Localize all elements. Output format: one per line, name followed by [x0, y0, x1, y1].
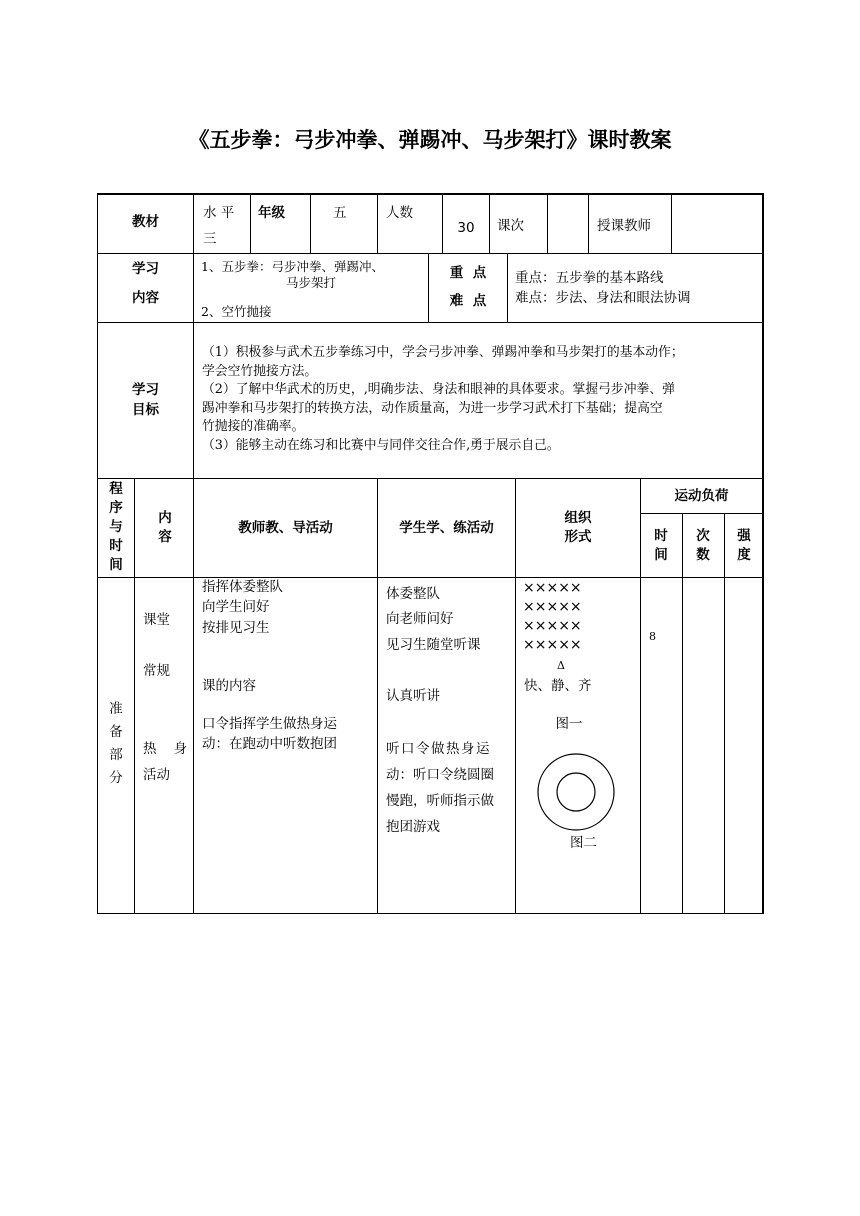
- teacher-line: 指挥体委整队: [202, 579, 283, 595]
- count-label: 人数: [386, 205, 413, 221]
- intensity-header: [733, 527, 755, 565]
- circle-run-diagram: [536, 752, 616, 832]
- outer-circle: [538, 754, 614, 830]
- difficulty-text: 难点：步法、身法和眼法协调: [515, 290, 691, 306]
- time-header: [650, 527, 672, 565]
- content-header: [154, 509, 176, 547]
- formation-row: ×××××: [523, 637, 582, 653]
- teacher-label: 授课教师: [597, 218, 651, 234]
- student-activity-header: 学生学、练活动: [399, 520, 494, 536]
- intensity-char: 强: [737, 528, 751, 544]
- sequence-char: 序: [109, 500, 123, 516]
- figure2-label: 图二: [570, 835, 597, 851]
- goal-line: （3）能够主动在练习和比赛中与同伴交往合作,勇于展示自己。: [202, 437, 560, 453]
- goal-line: （2）了解中华武术的历史，,明确步法、身法和眼神的具体要求。掌握弓步冲拳、弹: [202, 382, 675, 398]
- student-line: 认真听讲: [386, 688, 440, 704]
- phase-label: [105, 698, 127, 790]
- goals-label-1: 学习: [132, 382, 159, 398]
- time-char: 时: [654, 528, 668, 544]
- teacher-line: 动：在跑动中听数抱团: [202, 736, 337, 752]
- formation-row: ×××××: [523, 580, 582, 596]
- phase-char: 部: [109, 747, 123, 763]
- goal-line: （1）积极参与武术五步拳练习中，学会弓步冲拳、弹踢冲拳和马步架打的基本动作；: [202, 345, 684, 360]
- key-point-label: 重 点: [449, 265, 487, 281]
- student-line: 听口令做热身运: [386, 741, 491, 757]
- content-item-warmup-1: 热 身: [143, 741, 188, 757]
- sequence-char: 程: [109, 481, 123, 497]
- load-header: 运动负荷: [674, 488, 729, 504]
- content-item1-line2: 马步架打: [285, 275, 336, 290]
- teacher-line: 按排见习生: [202, 620, 270, 636]
- student-line: 动：听口令绕圆圈: [386, 767, 494, 783]
- teacher-line: 向学生问好: [202, 599, 270, 615]
- teacher-marker: Δ: [557, 659, 565, 672]
- formation-grid: [523, 579, 582, 655]
- goals-text: [202, 344, 758, 456]
- time-value: 8: [649, 630, 656, 643]
- times-char: 次: [696, 528, 710, 544]
- lesson-label: 课次: [497, 218, 524, 234]
- content-char: 容: [158, 529, 172, 545]
- goal-line: 竹抛接的准确率。: [202, 419, 305, 435]
- count-value: 30: [457, 220, 475, 236]
- page-title: 《五步拳：弓步冲拳、弹踢冲、马步架打》课时教案: [188, 128, 672, 152]
- student-line: 体委整队: [386, 586, 440, 602]
- sequence-char: 间: [109, 557, 123, 573]
- student-line: 见习生随堂听课: [386, 637, 481, 653]
- formation-row: ×××××: [523, 599, 582, 615]
- intensity-char: 度: [737, 547, 751, 563]
- grade-value: 五: [333, 205, 347, 221]
- level-line1: 水 平: [203, 205, 235, 221]
- goal-line: 学会空竹抛接方法。: [202, 363, 318, 379]
- content-char: 内: [158, 510, 172, 526]
- student-line: 向老师问好: [386, 611, 454, 627]
- goal-line: 踢冲拳和马步架打的转换方法，动作质量高，为进一步学习武术打下基础；提高空: [202, 400, 663, 416]
- teacher-activity-header: 教师教、导活动: [238, 520, 333, 536]
- time-char: 间: [654, 547, 668, 563]
- difficulty-label: 难 点: [449, 293, 487, 309]
- teacher-line: 口令指挥学生做热身运: [202, 716, 337, 732]
- content-item-routine-1: 课堂: [143, 612, 170, 628]
- times-header: [692, 527, 714, 565]
- teacher-line: 课的内容: [202, 678, 256, 694]
- sequence-header: [105, 480, 127, 575]
- content-item-routine-2: 常规: [143, 663, 170, 679]
- key-point-text: 重点：五步拳的基本路线: [515, 270, 664, 286]
- sequence-char: 时: [109, 538, 123, 554]
- organization-header-2: 形式: [564, 529, 592, 545]
- goals-label-2: 目标: [132, 402, 159, 418]
- formation-note: 快、静、齐: [524, 678, 592, 694]
- phase-char: 分: [109, 770, 123, 786]
- formation-row: ×××××: [523, 618, 582, 634]
- student-line: 慢跑，听师指示做: [386, 793, 494, 809]
- level-line2: 三: [203, 231, 217, 247]
- content-label-2: 内容: [132, 290, 159, 306]
- content-label-1: 学习: [132, 261, 159, 277]
- material-label: 教材: [132, 214, 159, 230]
- times-char: 数: [696, 547, 710, 563]
- content-item-warmup-2: 活动: [143, 767, 170, 783]
- organization-header-1: 组织: [564, 510, 592, 526]
- content-item2: 2、空竹抛接: [201, 304, 272, 319]
- figure1-label: 图一: [555, 716, 583, 732]
- content-item1-line1: 1、五步拳：弓步冲拳、弹踢冲、: [201, 259, 384, 274]
- inner-circle: [557, 773, 595, 811]
- sequence-char: 与: [109, 519, 123, 535]
- grade-label: 年级: [258, 205, 285, 221]
- phase-char: 备: [109, 724, 123, 740]
- student-line: 抱团游戏: [386, 819, 440, 835]
- phase-char: 准: [109, 701, 123, 717]
